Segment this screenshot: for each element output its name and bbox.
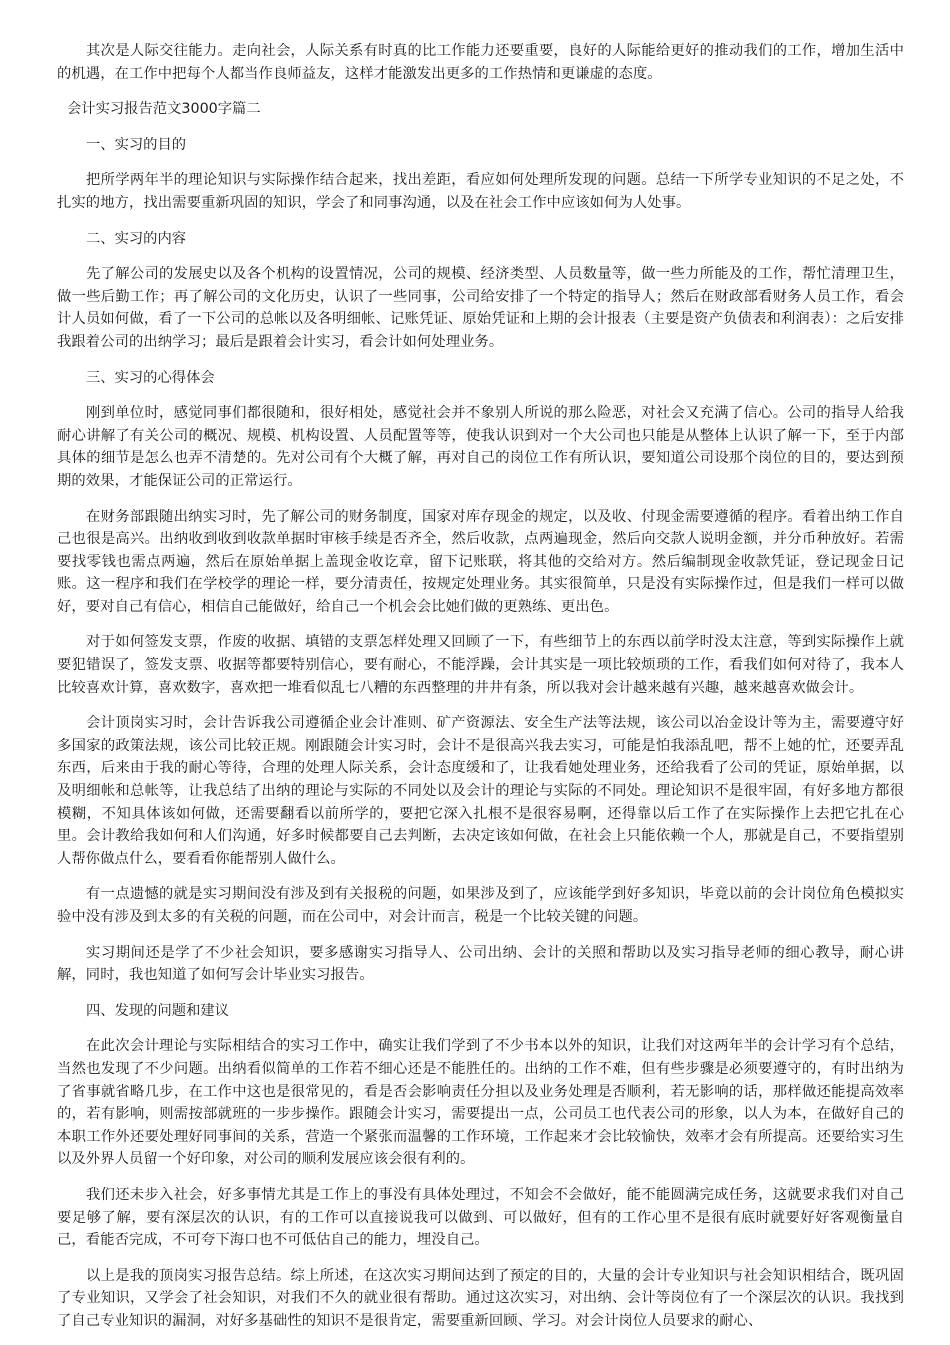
- paragraph-content: 先了解公司的发展史以及各个机构的设置情况，公司的规模、经济类型、人员数量等，做一些力所能及的工作，帮忙清理卫生，做一些后勤工作；再了解公司的文化历史，认识了一些同事，公司给安排了一个特定的指导人；然后在财政部看财务人员工作，看会计人员如何做，看了一下公司的总帐以及各明细帐、记账凭证、原始凭证和上期的会计报表（主要是资产负债表和利润表）：之后安排我跟着公司的出纳学习；最后是跟着会计实习，看会计如何处理业务。: [57, 266, 904, 350]
- paragraph-arrival: 刚到单位时，感觉同事们都很随和，很好相处，感觉社会并不象别人所说的那么险恶，对社会又充满了信心。公司的指导人给我耐心讲解了有关公司的概况、规模、机构设置、人员配置等等，使我认识到对一个大公司也只能是从整体上认识了解一下，至于内部具体的细节是怎么也弄不清楚的。先对公司有个大概了解，再对自己的岗位工作有所认识，要知道公司设那个岗位的目的，要达到预期的效果，才能保证公司的正常运行。: [57, 405, 904, 489]
- paragraph-self-assessment: 我们还未步入社会，好多事情尤其是工作上的事没有具体处理过，不知会不会做好，能不能圆满完成任务，这就要求我们对自己要足够了解，要有深层次的认识，有的工作可以直接说我可以做到、可以做好，但有的工作心里不是很有底时就要好好客观衡量自己，看能否完成，不可夸下海口也不可低估自己的能力，埋没自己。: [57, 1186, 904, 1249]
- paragraph-thanks: 实习期间还是学了不少社会知识，要多感谢实习指导人、公司出纳、会计的关照和帮助以及实习指导老师的细心教导，耐心讲解，同时，我也知道了如何写会计毕业实习报告。: [57, 944, 904, 984]
- section-title-part-two: 会计实习报告范文3000字篇二: [67, 101, 261, 118]
- paragraph-summary: 以上是我的顶岗实习报告总结。综上所述，在这次实习期间达到了预定的目的，大量的会计专业知识与社会知识相结合，既巩固了专业知识，又学会了社会知识，对我们不久的就业很有帮助。通过这次实习，对出纳、会计等岗位有了一个深层次的认识。我找到了自己专业知识的漏洞，对好多基础性的知识不是很肯定，需要重新回顾、学习。对会计岗位人员要求的耐心、: [57, 1267, 904, 1329]
- paragraph-problems: 在此次会计理论与实际相结合的实习工作中，确实让我们学到了不少书本以外的知识，让我们对这两年半的会计学习有个总结，当然也发现了不少问题。出纳看似简单的工作若不细心还是不能胜任的。出纳的工作不难，但有些步骤是必须要遵守的，有时出纳为了省事就省略几步，在工作中这也是很常见的，看是否会影响责任分担以及业务处理是否顺利，若无影响的话，那样做还能提高效率的，若有影响，则需按部就班的一步步操作。跟随会计实习，需要提出一点，公司员工也代表公司的形象，以人为本，在做好自己的本职工作外还要处理好同事间的关系，营造一个紧张而温馨的工作环境，工作起来才会比较愉快，效率才会有所提高。还要给实习生以及外界人员留一个好印象，对公司的顺利发展应该会很有利的。: [57, 1038, 904, 1168]
- heading-purpose: 一、实习的目的: [86, 136, 187, 153]
- paragraph-tax-regret: 有一点遗憾的就是实习期间没有涉及到有关报税的问题，如果涉及到了，应该能学到好多知识，毕竟以前的会计岗位角色模拟实验中没有涉及到太多的有关税的问题，而在公司中，对会计而言，税是一个比较关键的问题。: [57, 886, 904, 925]
- heading-content: 二、实习的内容: [86, 230, 187, 247]
- paragraph-cheques: 对于如何签发支票，作废的收据、填错的支票怎样处理又回顾了一下，有些细节上的东西以前学时没太注意，等到实际操作上就要犯错误了，签发支票、收据等都要特别信心，要有耐心，不能浮躁，会计其实是一项比较烦琐的工作，看我们如何对待了，我本人比较喜欢计算，喜欢数字，喜欢把一堆看似乱七八糟的东西整理的井井有条，所以我对会计越来越有兴趣，越来越喜欢做会计。: [57, 634, 904, 696]
- paragraph-interpersonal-skills: 其次是人际交往能力。走向社会，人际关系有时真的比工作能力还要重要，良好的人际能给更好的推动我们的工作，增加生活中的机遇，在工作中把每个人都当作良师益友，这样才能激发出更多的工作热情和更谦虚的态度。: [57, 43, 904, 82]
- paragraph-cashier: 在财务部跟随出纳实习时，先了解公司的财务制度，国家对库存现金的规定，以及收、付现金需要遵循的程序。看着出纳工作自己也很是高兴。出纳收到收到收款单据时审核手续是否齐全，然后收款，点两遍现金，然后向交款人说明金额，并分币种放好。若需要找零钱也需点两遍，然后在原始单据上盖现金收讫章，留下记账联，将其他的交给对方。然后编制现金收款凭证，登记现金日记账。这一程序和我们在学校学的理论一样，要分清责任，按规定处理业务。其实很简单，只是没有实际操作过，但是我们一样可以做好，要对自己有信心，相信自己能做好，给自己一个机会会比她们做的更熟练、更出色。: [57, 508, 904, 615]
- paragraph-accounting-internship: 会计顶岗实习时，会计告诉我公司遵循企业会计准则、矿产资源法、安全生产法等法规，该公司以冶金设计等为主，需要遵守好多国家的政策法规，该公司比较正规。刚跟随会计实习时，会计不是很高兴我去实习，可能是怕我添乱吧，帮不上她的忙，还要弄乱东西，后来由于我的耐心等待，合理的处理人际关系，会计态度缓和了，让我看她处理业务，还给我看了公司的凭证，原始单据，以及明细帐和总帐等，让我总结了出纳的理论与实际的不同处以及会计的理论与实际的不同处。理论知识不是很牢固，有好多地方都很模糊，不知具体该如何做，还需要翻看以前所学的，要把它深入扎根不是很容易啊，还得靠以后工作了在实际操作上去把它扎在心里。会计教给我如何和人们沟通，好多时候都要自己去判断，去决定该如何做，在社会上只能依赖一个人，那就是自己，不要指望别人帮你做点什么，要看看你能帮别人做什么。: [57, 715, 904, 867]
- paragraph-purpose: 把所学两年半的理论知识与实际操作结合起来，找出差距，看应如何处理所发现的问题。总结一下所学专业知识的不足之处，不扎实的地方，找出需要重新巩固的知识，学会了和同事沟通，以及在社会工作中应该如何为人处事。: [57, 172, 904, 211]
- heading-experience: 三、实习的心得体会: [86, 369, 215, 386]
- heading-problems: 四、发现的问题和建议: [86, 1002, 229, 1019]
